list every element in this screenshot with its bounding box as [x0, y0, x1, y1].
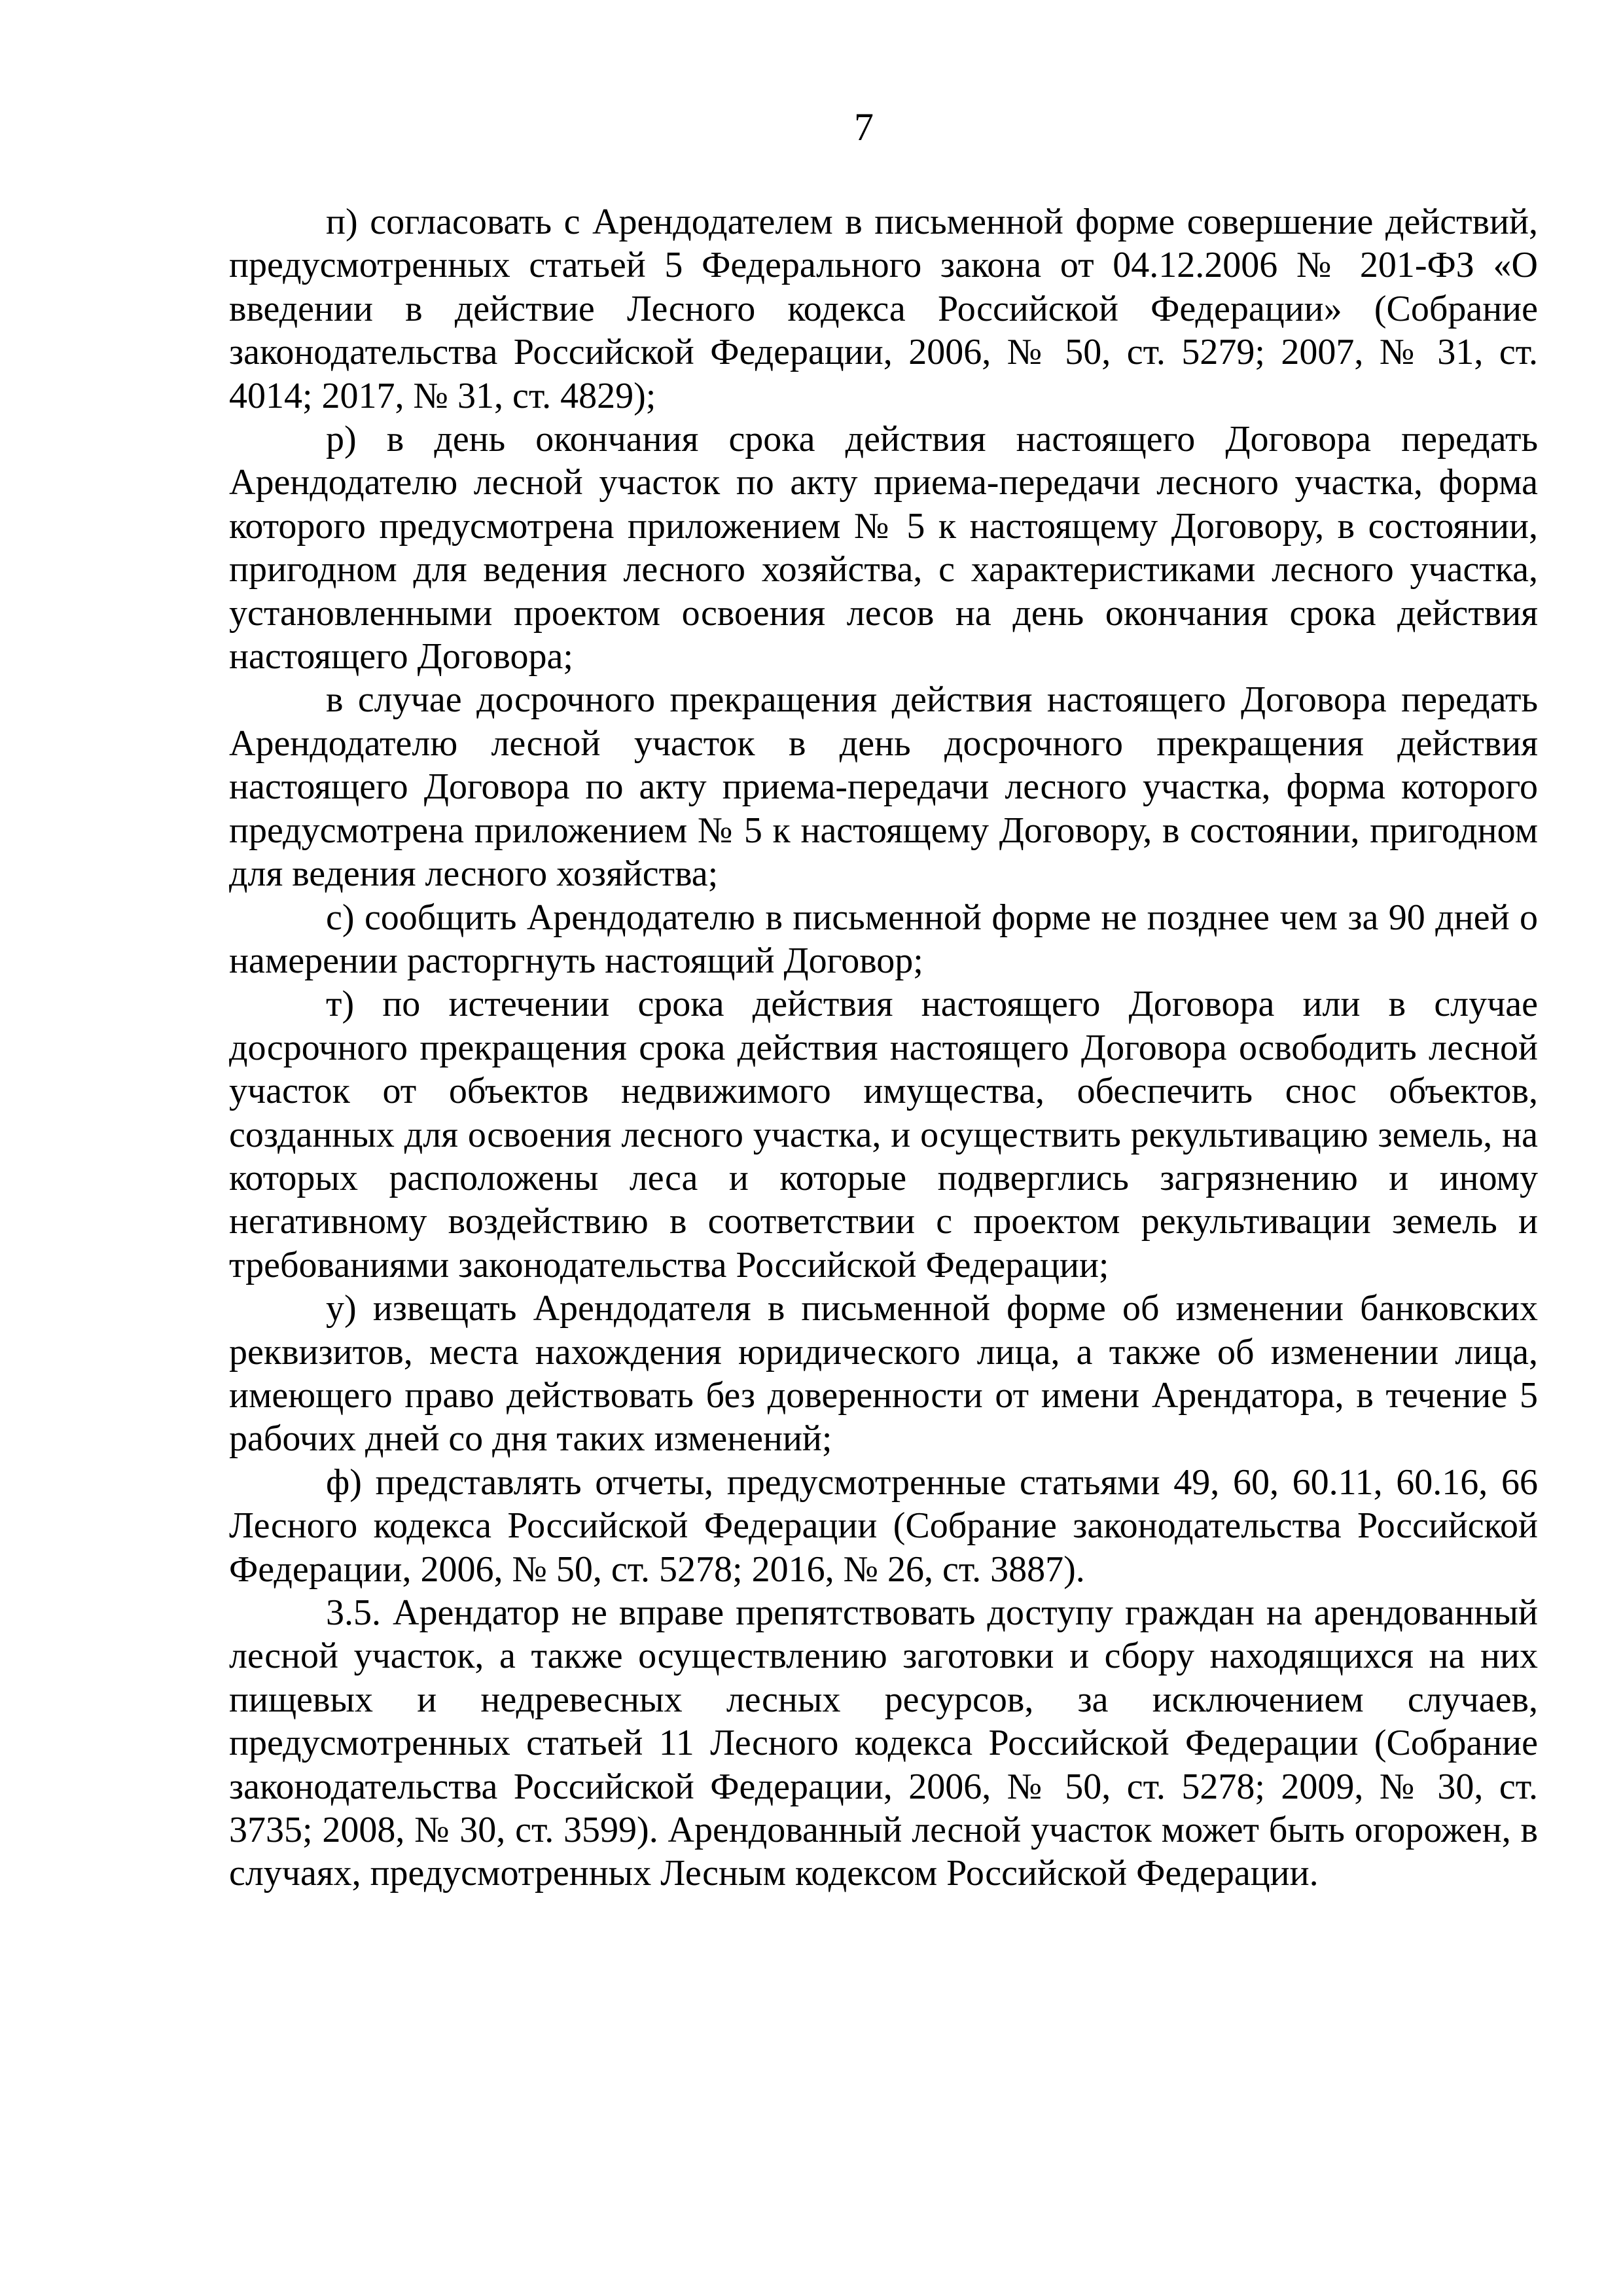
clause-f-submit-reports: ф) представлять отчеты, предусмотренные статьями 49, 60, 60.11, 60.16, 66 Лесного кодекса Российской Федерации (Собрание законодательства Российской Федерации, 2006, № 50, ст. 5278; 2016, № 26, ст. 3887). — [229, 1462, 1538, 1590]
clause-t-vacate-plot: т) по истечении срока действия настоящего Договора или в случае досрочного прекращения срока действия настоящего Договора освободить лесной участок от объектов недвижимого имущества, обеспечить снос объектов, созданных для освоения лесного участка, и осуществить рекультивацию земель, на которых расположены леса и которые подверглись загрязнению и иному негативному воздействию в соответствии с проектом рекультивации земель и требованиями законодательства Российской Федерации; — [229, 984, 1538, 1285]
clause-r-return-plot: р) в день окончания срока действия настоящего Договора передать Арендодателю лесной участок по акту приема-передачи лесного участка, форма которого предусмотрена приложением № 5 к настоящему Договору, в состоянии, пригодном для ведения лесного хозяйства, с характеристиками лесного участка, установленными проектом освоения лесов на день окончания срока действия настоящего Договора; — [229, 419, 1538, 677]
clause-p-approve-actions: п) согласовать с Арендодателем в письменной форме совершение действий, предусмотренных статьей 5 Федерального закона от 04.12.2006 № 201-ФЗ «О введении в действие Лесного кодекса Российской Федерации» (Собрание законодательства Российской Федерации, 2006, № 50, ст. 5279; 2007, № 31, ст. 4014; 2017, № 31, ст. 4829); — [229, 202, 1538, 416]
section-3-5-public-access: 3.5. Арендатор не вправе препятствовать доступу граждан на арендованный лесной участок, а также осуществлению заготовки и сбору находящихся на них пищевых и недревесных лесных ресурсов, за исключением случаев, предусмотренных статьей 11 Лесного кодекса Российской Федерации (Собрание законодательства Российской Федерации, 2006, № 50, ст. 5278; 2009, № 30, ст. 3735; 2008, № 30, ст. 3599). Арендованный лесной участок может быть огорожен, в случаях, предусмотренных Лесным кодексом Российской Федерации. — [229, 1592, 1538, 1894]
page-number: 7 — [854, 105, 874, 149]
document-body — [229, 200, 1538, 1895]
clause-s-notify-termination: с) сообщить Арендодателю в письменной форме не позднее чем за 90 дней о намерении расторгнуть настоящий Договор; — [229, 897, 1538, 981]
clause-early-termination-return: в случае досрочного прекращения действия настоящего Договора передать Арендодателю лесной участок в день досрочного прекращения действия настоящего Договора по акту приема-передачи лесного участка, форма которого предусмотрена приложением № 5 к настоящему Договору, в состоянии, пригодном для ведения лесного хозяйства; — [229, 679, 1538, 895]
clause-u-notify-changes: у) извещать Арендодателя в письменной форме об изменении банковских реквизитов, места нахождения юридического лица, а также об изменении лица, имеющего право действовать без доверенности от имени Арендатора, в течение 5 рабочих дней со дня таких изменений; — [229, 1288, 1538, 1460]
